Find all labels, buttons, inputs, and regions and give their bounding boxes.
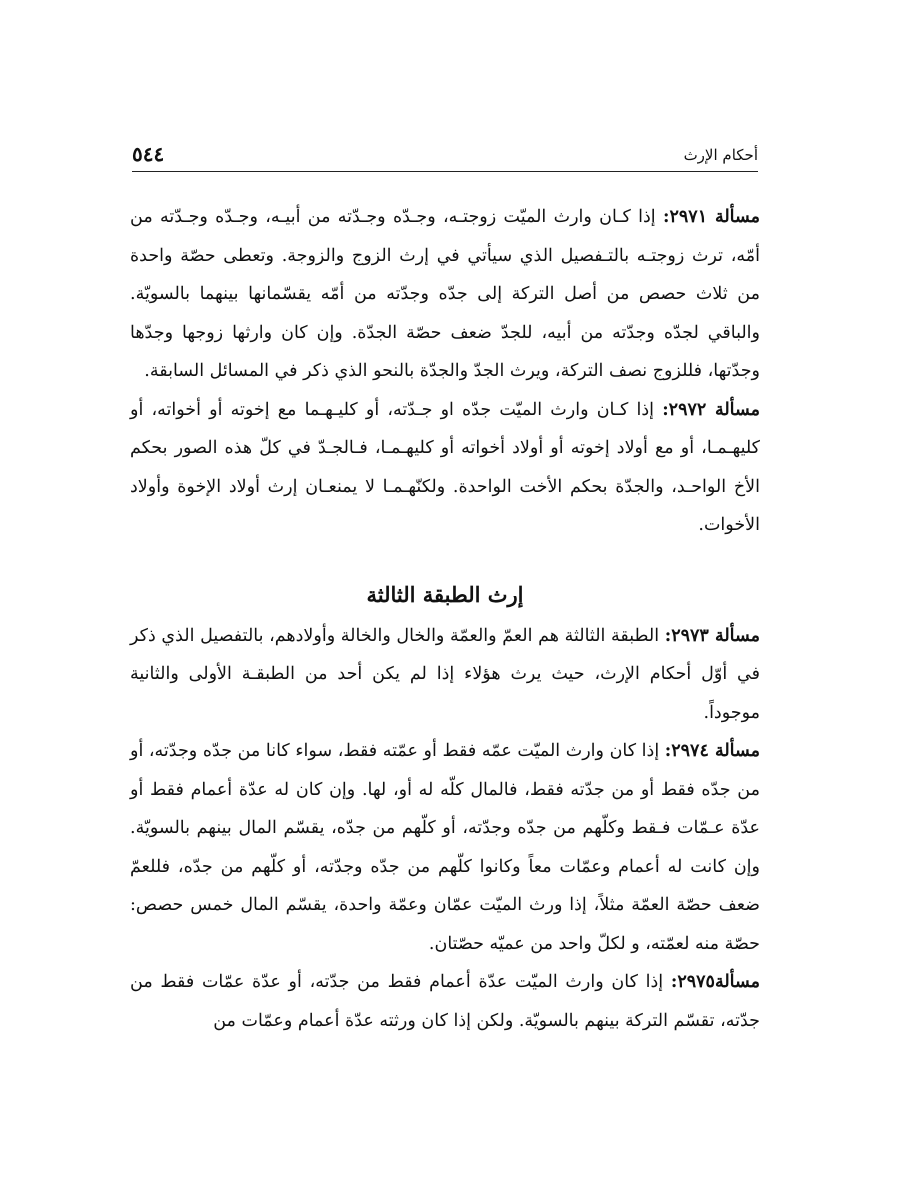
page-header — [132, 142, 758, 172]
running-title: أحكام الإرث — [683, 146, 758, 164]
issue-label: مسألة ٢٩٧٣: — [664, 625, 760, 646]
issue-text: إذا كـان وارث الميّت جدّه او جـدّته، أو كليـهـما مع إخوته أو أخواته، أو كليهـمـا، أو مع أولاد إخوته أو أولاد أخواته أو كليهـمـا، فـالجـدّ في كلّ هذه الصور بحكم الأخ الواحـد، والجدّة بحكم الأخت الواحدة. ولكنّهـمـا لا يمنعـان إرث أولاد الإخوة وأولاد الأخوات. — [130, 399, 760, 535]
header-rule — [132, 171, 758, 172]
issue-label: مسألة٢٩٧٥: — [670, 972, 760, 992]
issue-label: مسألة ٢٩٧٤: — [664, 741, 761, 761]
section-heading: إرث الطبقة الثالثة — [366, 581, 524, 607]
issue-text: إذا كـان وارث الميّت زوجتـه، وجـدّه وجـدّته من أبيـه، وجـدّه وجـدّته من أمّه، ترث زوجتـه بالتـفصيل الذي سيأتي في إرث الزوج والزوجة. وتعطى حصّة واحدة من ثلاث حصص من أصل التركة إلى جدّه وجدّته من أمّه يقسّمانها بينهما بالسويّة. والباقي لجدّه وجدّته من أبيه، للجدّ ضعف حصّة الجدّة. وإن كان وارثها زوجها وجدّها وجدّتها، فللزوج نصف التركة، ويرث الجدّ والجدّة بالنحو الذي ذكر في المسائل السابقة. — [130, 207, 760, 381]
issue-2974 — [130, 732, 760, 963]
issue-text: إذا كان وارث الميّت عمّه فقط أو عمّته فقط، سواء كانا من جدّه وجدّته، أو من جدّه فقط أو من جدّته فقط، فالمال كلّه له أو، لها. وإن كان له عدّة أعمام فقط أو عدّة عـمّات فـقط وكلّهم من جدّه وجدّته، أو كلّهم من جدّه، يقسّم المال بينهم بالسويّة. وإن كانت له أعمام وعمّات معاً وكانوا كلّهم من جدّه وجدّته، أو كلّهم من جدّه، فللعمّ ضعف حصّة العمّة مثلاً، إذا ورث الميّت عمّان وعمّة واحدة، يقسّم المال خمس حصص: حصّة منه لعمّته، و لكلّ واحد من عميّه حصّتان. — [130, 741, 760, 954]
issue-2972 — [130, 391, 760, 545]
page-body — [130, 198, 760, 1040]
page-number: ٥٤٤ — [132, 142, 165, 166]
issue-label: مسألة ٢٩٧١: — [663, 207, 760, 227]
issue-label: مسألة ٢٩٧٢: — [662, 399, 761, 420]
issue-text: إذا كان وارث الميّت عدّة أعمام فقط من جدّته، أو عدّة عمّات فقط من جدّته، تقسّم التركة بينهم بالسويّة. ولكن إذا كان ورثته عدّة أعمام وعمّات من — [130, 972, 760, 1031]
issue-text: الطبقة الثالثة هم العمّ والعمّة والخال والخالة وأولادهم، بالتفصيل الذي ذكر في أوّل أحكام الإرث، حيث يرث هؤلاء إذا لم يكن أحد من الطبقـة الأولى والثانية موجوداً. — [130, 625, 760, 723]
issue-2973 — [130, 617, 760, 733]
issue-2971 — [130, 198, 760, 391]
issue-2975 — [130, 963, 760, 1040]
